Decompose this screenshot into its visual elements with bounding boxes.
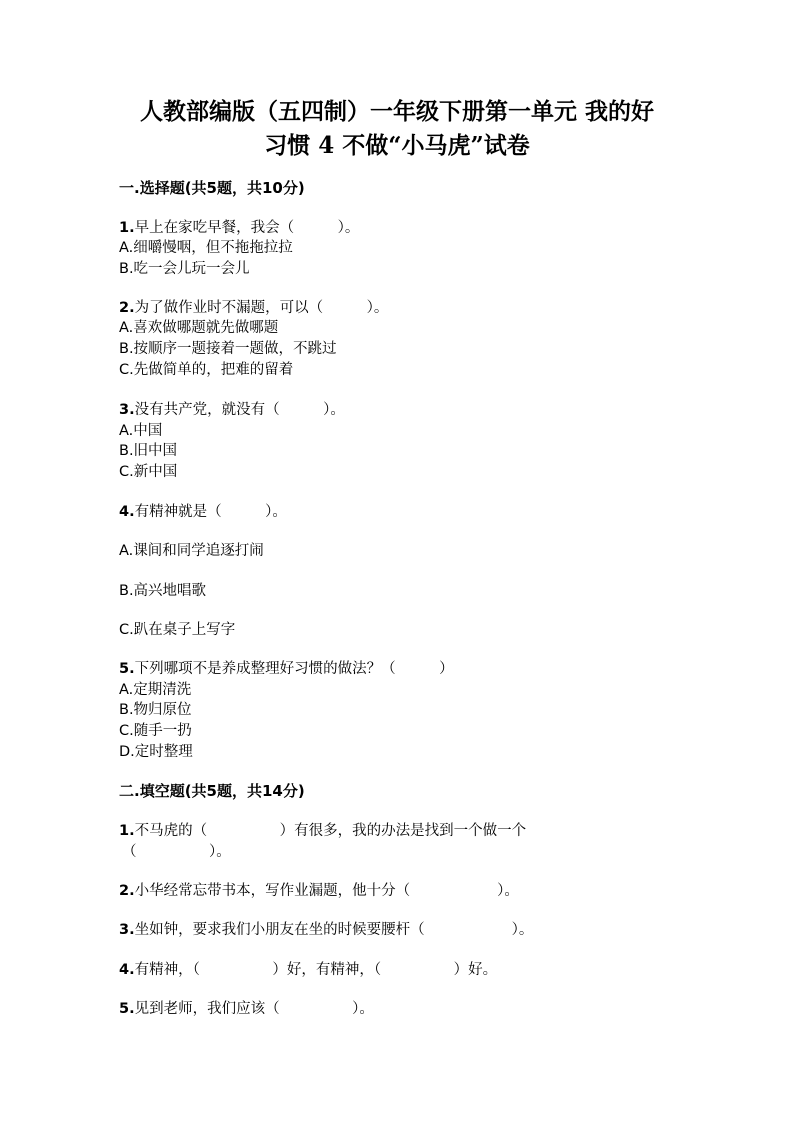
question-text: 为了做作业时不漏题，可以（ ）。 <box>134 300 389 316</box>
option-item: C.趴在桌子上写字 <box>119 622 236 638</box>
question-number: 2. <box>119 883 135 899</box>
option-item: B.吃一会儿玩一会儿 <box>119 261 250 277</box>
question-text: 坐如钟，要求我们小朋友在坐的时候要腰杆（ ）。 <box>134 922 534 938</box>
option-item: D.定时整理 <box>119 744 193 760</box>
question-item <box>119 400 345 420</box>
question-item <box>119 821 526 841</box>
question-number: 1. <box>119 823 135 839</box>
question-item <box>119 298 388 318</box>
question-text: 没有共产党，就没有（ ）。 <box>134 402 345 418</box>
option-item: B.按顺序一题接着一题做，不跳过 <box>119 341 337 357</box>
option-item: C.先做简单的，把难的留着 <box>119 362 294 378</box>
question-text: 不马虎的（ ）有很多，我的办法是找到一个做一个 <box>134 823 527 839</box>
option-item: B.高兴地唱歌 <box>119 583 207 599</box>
exam-title-line-2: 习惯 4 不做“小马虎”试卷 <box>264 132 530 159</box>
question-text: 小华经常忘带书本，写作业漏题，他十分（ ）。 <box>134 883 519 899</box>
question-item <box>119 502 287 522</box>
question-text: 有精神，（ ）好，有精神，（ ）好。 <box>134 962 498 978</box>
option-item: C.随手一扔 <box>119 723 192 739</box>
option-item: A.细嚼慢咽，但不拖拖拉拉 <box>119 240 293 256</box>
question-item <box>119 999 374 1019</box>
question-text: 早上在家吃早餐，我会（ ）。 <box>134 220 360 236</box>
question-number: 2. <box>119 300 135 316</box>
question-number: 3. <box>119 402 135 418</box>
option-item: A.课间和同学追逐打闹 <box>119 543 264 559</box>
option-item: A.喜欢做哪题就先做哪题 <box>119 320 279 336</box>
option-item: B.物归原位 <box>119 702 192 718</box>
question-number: 4. <box>119 962 135 978</box>
question-number: 5. <box>119 1001 135 1017</box>
option-item: A.中国 <box>119 423 163 439</box>
question-number: 1. <box>119 220 135 236</box>
option-item: C.新中国 <box>119 464 178 480</box>
section-heading-fill-in: 二.填空题(共5题，共14分) <box>119 782 305 800</box>
question-number: 5. <box>119 661 135 677</box>
question-item <box>119 218 359 238</box>
exam-title-line-1: 人教部编版（五四制）一年级下册第一单元 我的好 <box>139 98 654 125</box>
question-item <box>119 920 533 940</box>
question-text-continuation: （ ）。 <box>122 844 231 860</box>
question-item <box>119 659 454 679</box>
option-item: A.定期清洗 <box>119 682 192 698</box>
question-item <box>119 881 519 901</box>
question-number: 3. <box>119 922 135 938</box>
question-number: 4. <box>119 504 135 520</box>
question-text: 见到老师，我们应该（ ）。 <box>134 1001 374 1017</box>
question-text: 有精神就是（ ）。 <box>134 504 287 520</box>
question-text: 下列哪项不是养成整理好习惯的做法？（ ） <box>134 661 454 677</box>
section-heading-choice: 一.选择题(共5题，共10分) <box>119 179 305 197</box>
question-item <box>119 960 497 980</box>
option-item: B.旧中国 <box>119 443 178 459</box>
